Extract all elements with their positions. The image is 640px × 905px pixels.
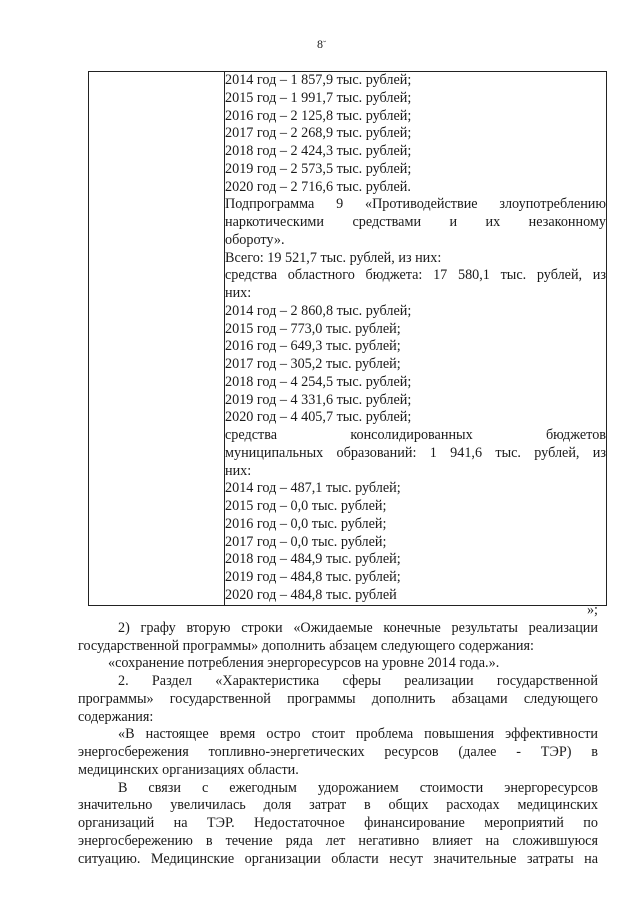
regional-line-2017: 2017 год – 305,2 тыс. рублей; [225, 356, 401, 372]
subprogram-title-line: наркотическими средствами и их незаконному [225, 214, 606, 230]
paragraph-line: 2. Раздел «Характеристика сферы реализации государственной [118, 673, 598, 689]
funding-line-2016: 2016 год – 2 125,8 тыс. рублей; [225, 107, 412, 124]
municipal-line-2014: 2014 год – 487,1 тыс. рублей; [225, 480, 401, 497]
table-left-cell [89, 72, 225, 606]
municipal-line-2015: 2015 год – 0,0 тыс. рублей; [225, 498, 387, 514]
municipal-budget-line: муниципальных образований: 1 941,6 тыс. рублей, из [225, 444, 606, 461]
total-line: Всего: 19 521,7 тыс. рублей, из них: [225, 249, 442, 266]
table-row [89, 72, 607, 606]
paragraph-line: 2) графу вторую строки «Ожидаемые конечные результаты реализации [118, 619, 598, 636]
regional-line-2014: 2014 год – 2 860,8 тыс. рублей; [225, 302, 412, 319]
funding-line-2014: 2014 год – 1 857,9 тыс. рублей; [225, 72, 412, 88]
scan-mark: ˘ [323, 40, 327, 51]
paragraph-line: энергосбережению в течение ряда лет негативно влияет на сложившуюся [78, 832, 598, 849]
municipal-line-2019: 2019 год – 484,8 тыс. рублей; [225, 569, 401, 585]
document-body [78, 602, 598, 868]
paragraph-line: программы» государственной программы дополнить абзацами следующего [78, 690, 598, 707]
municipal-line-2016: 2016 год – 0,0 тыс. рублей; [225, 515, 387, 532]
regional-budget-line: средства областного бюджета: 17 580,1 тыс. рублей, из [225, 267, 606, 284]
table-right-cell [225, 72, 607, 606]
quote-close: »; [586, 602, 598, 618]
subprogram-title-line: обороту». [225, 231, 285, 248]
page-number: 8 [317, 37, 323, 51]
funding-line-2018: 2018 год – 2 424,3 тыс. рублей; [225, 143, 412, 159]
paragraph-line: ситуацию. Медицинские организации области несут значительные затраты на [78, 850, 598, 867]
amendment-table [88, 71, 607, 606]
funding-line-2015: 2015 год – 1 991,7 тыс. рублей; [225, 89, 412, 106]
regional-line-2020: 2020 год – 4 405,7 тыс. рублей; [225, 409, 412, 426]
funding-line-2017: 2017 год – 2 268,9 тыс. рублей; [225, 125, 412, 142]
municipal-budget-line: средства консолидированных бюджетов [225, 427, 606, 443]
regional-line-2016: 2016 год – 649,3 тыс. рублей; [225, 338, 401, 355]
regional-line-2018: 2018 год – 4 254,5 тыс. рублей; [225, 373, 412, 390]
paragraph-line: медицинских организациях области. [78, 761, 299, 778]
regional-line-2019: 2019 год – 4 331,6 тыс. рублей; [225, 391, 412, 408]
municipal-budget-line: них: [225, 462, 252, 479]
funding-line-2019: 2019 год – 2 573,5 тыс. рублей; [225, 160, 412, 177]
paragraph-line: энергосбережения топливно-энергетических ресурсов (далее - ТЭР) в [78, 744, 598, 760]
paragraph-line: значительно увеличилась доля затрат в общих расходах медицинских [78, 797, 598, 814]
paragraph-line: организаций на ТЭР. Недостаточное финансирование мероприятий по [78, 815, 598, 831]
regional-budget-line: них: [225, 285, 252, 301]
paragraph-line: государственной программы» дополнить абзацем следующего содержания: [78, 637, 534, 654]
paragraph-line: «сохранение потребления энергоресурсов на уровне 2014 года.». [108, 655, 500, 672]
municipal-line-2018: 2018 год – 484,9 тыс. рублей; [225, 551, 401, 568]
paragraph-line: содержания: [78, 708, 154, 725]
regional-line-2015: 2015 год – 773,0 тыс. рублей; [225, 320, 401, 337]
funding-line-2020: 2020 год – 2 716,6 тыс. рублей. [225, 178, 411, 195]
subprogram-title-line: Подпрограмма 9 «Противодействие злоупотреблению [225, 196, 606, 213]
municipal-line-2017: 2017 год – 0,0 тыс. рублей; [225, 533, 387, 550]
paragraph-line: «В настоящее время остро стоит проблема повышения эффективности [118, 726, 598, 743]
municipal-line-2020: 2020 год – 484,8 тыс. рублей [225, 586, 397, 603]
paragraph-line: В связи с ежегодным удорожанием стоимости энергоресурсов [118, 779, 598, 796]
